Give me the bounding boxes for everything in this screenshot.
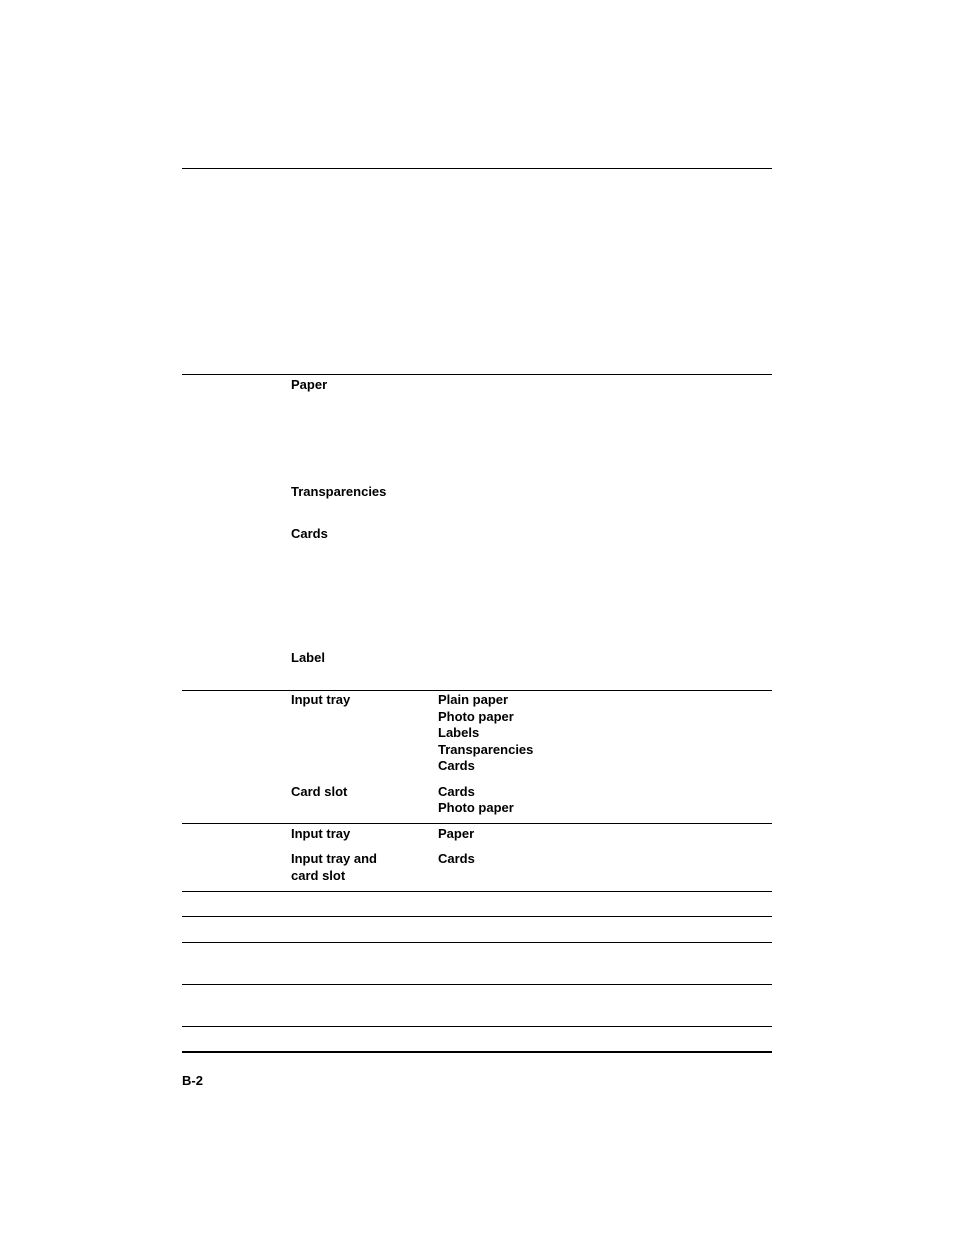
top-rule xyxy=(182,168,772,169)
row-rule-2 xyxy=(182,916,772,917)
media-type-paper: Paper xyxy=(291,377,328,392)
source-input-tray: Input tray xyxy=(291,692,351,707)
path-media: Paper xyxy=(438,826,475,841)
path-media: Cards xyxy=(438,851,475,866)
source-media-item: Labels xyxy=(438,725,480,740)
source-media-item: Cards xyxy=(438,784,475,799)
source-card-slot: Card slot xyxy=(291,784,348,799)
path-source-line: card slot xyxy=(291,868,346,883)
page-number: B-2 xyxy=(182,1073,203,1088)
section-rule-paths xyxy=(182,823,772,824)
source-media-item: Transparencies xyxy=(438,742,534,757)
source-media-item: Photo paper xyxy=(438,709,514,724)
media-type-transparencies: Transparencies xyxy=(291,484,387,499)
media-type-label: Label xyxy=(291,650,325,665)
row-rule-4 xyxy=(182,984,772,985)
path-source-line: Input tray and xyxy=(291,851,377,866)
section-rule-media-types xyxy=(182,374,772,375)
row-rule-5 xyxy=(182,1026,772,1027)
row-rule-3 xyxy=(182,942,772,943)
path-source: Input tray xyxy=(291,826,351,841)
source-media-item: Plain paper xyxy=(438,692,509,707)
media-type-cards: Cards xyxy=(291,526,328,541)
row-rule-1 xyxy=(182,891,772,892)
section-rule-sources xyxy=(182,690,772,691)
source-media-item: Cards xyxy=(438,758,475,773)
source-media-item: Photo paper xyxy=(438,800,514,815)
bottom-rule xyxy=(182,1051,772,1053)
